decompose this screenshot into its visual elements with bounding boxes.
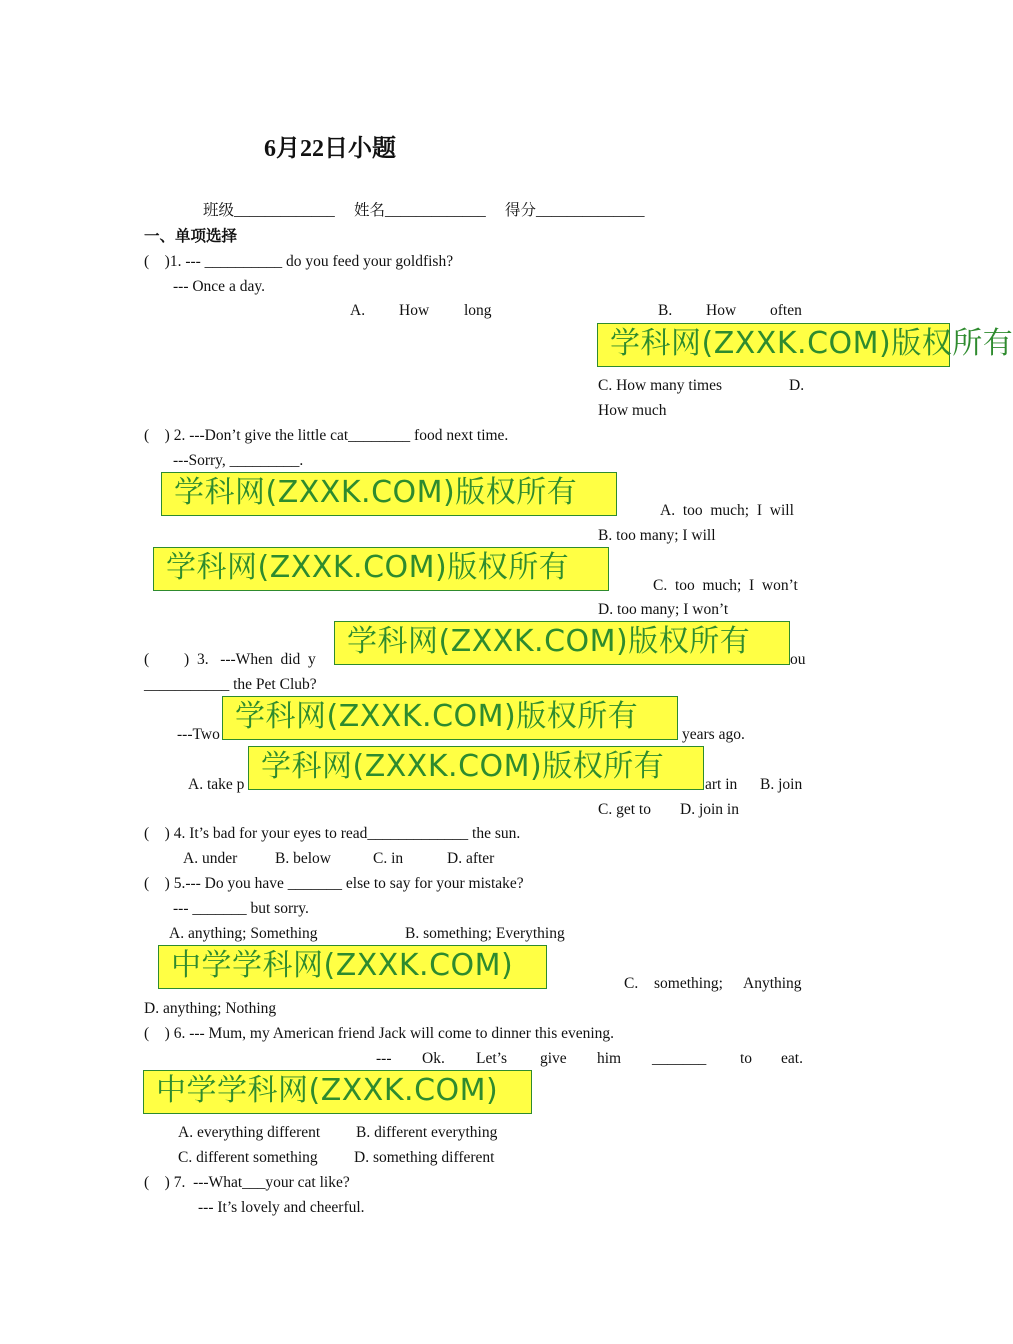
watermark-banner: 学科网(ZXXK.COM)版权所有 [161, 472, 617, 516]
q4-option-c: C. in [373, 850, 404, 867]
q6-reply-word: eat. [781, 1050, 803, 1067]
q1-option-a-letter: A. [350, 302, 366, 319]
q3-stem-line2: ___________ the Pet Club? [144, 676, 317, 693]
watermark-banner: 学科网(ZXXK.COM)版权所有 [222, 696, 678, 740]
q7-stem: ( ) 7. ---What___your cat like? [144, 1174, 350, 1191]
q1-option-d-letter: D. [789, 377, 805, 394]
q3-stem-left: ( ) 3. ---When did y [144, 651, 316, 668]
q1-option-a-word1: How [399, 302, 430, 319]
q3-option-b: B. join [760, 776, 803, 793]
q2-stem: ( ) 2. ---Don’t give the little cat________ food next time. [144, 427, 509, 444]
q5-option-c-letter: C. [624, 975, 639, 992]
q2-option-b: B. too many; I will [598, 527, 716, 544]
q3-reply-left: ---Two [177, 726, 220, 743]
section-heading: 一、单项选择 [144, 228, 238, 245]
q1-option-b-word2: often [770, 302, 802, 319]
watermark-banner: 学科网(ZXXK.COM)版权所有 [597, 323, 950, 367]
q3-option-d: D. join in [680, 801, 739, 818]
q6-reply-word: Let’s [476, 1050, 507, 1067]
q4-option-b: B. below [275, 850, 331, 867]
q6-reply-word: him [597, 1050, 622, 1067]
q2-option-d: D. too many; I won’t [598, 601, 729, 618]
q5-reply: --- _______ but sorry. [173, 900, 309, 917]
q6-option-a: A. everything different [178, 1124, 321, 1141]
name-field: 姓名_____________ [354, 202, 486, 219]
q3-reply-right: years ago. [682, 726, 745, 743]
q6-reply-word: to [740, 1050, 753, 1067]
q7-reply: --- It’s lovely and cheerful. [198, 1199, 365, 1216]
watermark-banner: 学科网(ZXXK.COM)版权所有 [153, 547, 609, 591]
q1-stem: ( )1. --- __________ do you feed your goldfish? [144, 253, 454, 270]
class-field: 班级_____________ [203, 202, 335, 219]
q2-reply: ---Sorry, _________. [173, 452, 304, 469]
q1-option-b-letter: B. [658, 302, 673, 319]
q6-stem: ( ) 6. --- Mum, my American friend Jack will come to dinner this evening. [144, 1025, 615, 1042]
q2-option-a: A. too much; I will [660, 502, 794, 519]
q1-reply: --- Once a day. [173, 278, 265, 295]
q3-option-a-left: A. take p [188, 776, 245, 793]
q6-reply-word: --- [376, 1050, 392, 1067]
q5-stem: ( ) 5.--- Do you have _______ else to say for your mistake? [144, 875, 524, 892]
q1-option-a-word2: long [464, 302, 492, 319]
watermark-banner: 中学学科网(ZXXK.COM) [143, 1070, 532, 1114]
q3-option-c: C. get to [598, 801, 651, 818]
q6-reply-word: Ok. [422, 1050, 445, 1067]
q5-option-a: A. anything; Something [169, 925, 318, 942]
q5-option-c-word2: Anything [743, 975, 802, 992]
q2-option-c: C. too much; I won’t [653, 577, 798, 594]
q1-option-c: C. How many times [598, 377, 722, 394]
q4-option-d: D. after [447, 850, 495, 867]
page-title: 6月22日小题 [264, 136, 396, 162]
q6-reply-word: give [540, 1050, 567, 1067]
q6-reply-blank: _______ [652, 1050, 707, 1067]
q4-option-a: A. under [183, 850, 238, 867]
q6-option-c: C. different something [178, 1149, 318, 1166]
q6-option-b: B. different everything [356, 1124, 498, 1141]
q6-option-d: D. something different [354, 1149, 495, 1166]
watermark-banner: 学科网(ZXXK.COM)版权所有 [334, 621, 790, 665]
watermark-banner: 中学学科网(ZXXK.COM) [158, 945, 547, 989]
q5-option-d: D. anything; Nothing [144, 1000, 277, 1017]
q1-option-d-text: How much [598, 402, 667, 419]
q3-stem-right: ou [790, 651, 806, 668]
q1-option-b-word1: How [706, 302, 737, 319]
q5-option-c-word1: something; [654, 975, 723, 992]
q4-stem: ( ) 4. It’s bad for your eyes to read_____________ the sun. [144, 825, 521, 842]
score-field: 得分______________ [505, 202, 645, 219]
watermark-banner: 学科网(ZXXK.COM)版权所有 [248, 746, 704, 790]
q5-option-b: B. something; Everything [405, 925, 565, 942]
q3-option-a-right: art in [705, 776, 738, 793]
